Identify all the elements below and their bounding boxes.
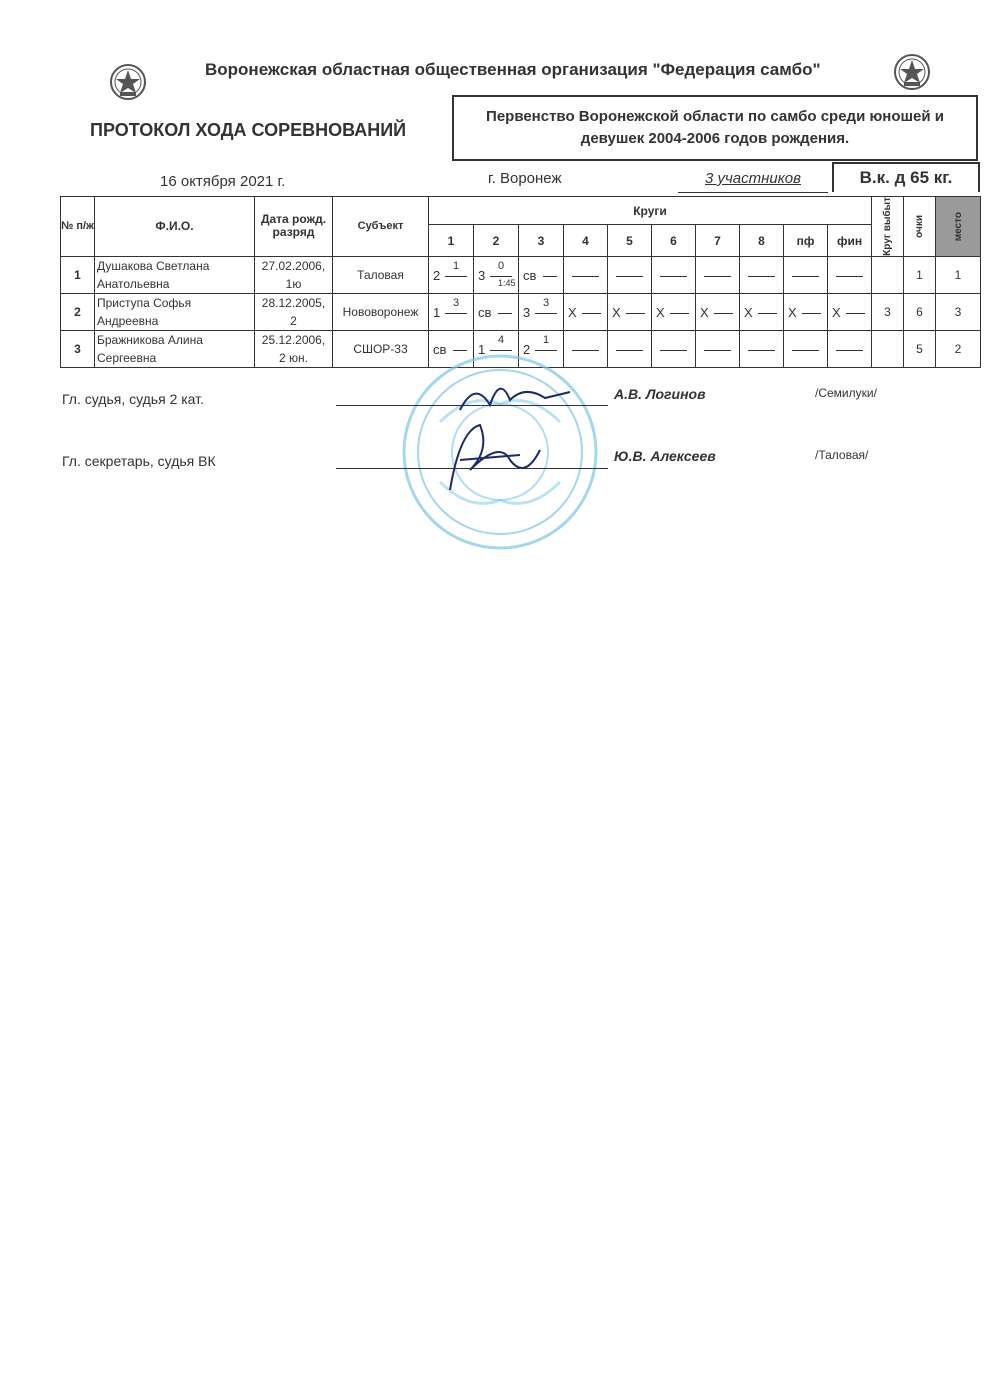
row-num: 3 [61,330,95,367]
secretary-name: Ю.В. Алексеев [614,448,716,464]
row-num: 2 [61,293,95,330]
table-row [61,293,981,330]
competition-date: 16 октября 2021 г. [160,173,286,190]
round-number: 2 [474,225,519,256]
rounds-header: Круги [429,197,872,225]
star-emblem-icon [892,52,932,92]
round-cell [740,330,784,367]
out-round [872,256,904,293]
round-number: 6 [652,225,696,256]
round-number: 4 [564,225,608,256]
round-cell [828,330,872,367]
round-cell: Х [608,293,652,330]
round-cell [652,256,696,293]
star-emblem-icon [108,62,148,102]
athlete-name: Приступа Софья Андреевна [95,293,255,330]
place: 1 [936,256,981,293]
place: 3 [936,293,981,330]
round-cell: Х [740,293,784,330]
subject: СШОР-33 [333,330,429,367]
fio-header: Ф.И.О. [95,197,255,257]
round-cell: 1 4 [474,330,519,367]
subject-header: Субъект [333,197,429,257]
subject: Нововоронеж [333,293,429,330]
round-number: фин [828,225,872,256]
out-round [872,330,904,367]
participants-count: 3 участников [678,166,828,193]
points: 5 [904,330,936,367]
round-cell: 3 3 [519,293,564,330]
round-cell: св [519,256,564,293]
round-cell [828,256,872,293]
round-cell: 1 3 [429,293,474,330]
round-number: 3 [519,225,564,256]
round-cell: Х [784,293,828,330]
judge-city: /Семилуки/ [815,386,877,400]
round-cell: Х [828,293,872,330]
protocol-title: ПРОТОКОЛ ХОДА СОРЕВНОВАНИЙ [90,120,407,140]
birth-date-rank: 25.12.2006, 2 юн. [255,330,333,367]
round-cell [564,256,608,293]
subject: Таловая [333,256,429,293]
points: 6 [904,293,936,330]
round-cell: Х [652,293,696,330]
birth-date-rank: 27.02.2006, 1ю [255,256,333,293]
out-round: 3 [872,293,904,330]
points: 1 [904,256,936,293]
round-number: 7 [696,225,740,256]
judge-name: А.В. Логинов [614,386,706,402]
round-cell: 2 1 [429,256,474,293]
secretary-label: Гл. секретарь, судья ВК [62,453,216,469]
points-header: очки [904,197,936,257]
round-cell [784,330,828,367]
row-num: 1 [61,256,95,293]
round-cell: св [429,330,474,367]
athlete-name: Бражникова Алина Сергеевна [95,330,255,367]
weight-category: В.к. д 65 кг. [832,162,980,192]
results-table [60,196,981,368]
round-number: 5 [608,225,652,256]
round-number: 8 [740,225,784,256]
round-number: 1 [429,225,474,256]
round-cell: св [474,293,519,330]
round-cell [740,256,784,293]
birth-date-rank: 28.12.2005, 2 [255,293,333,330]
judge-signature-line [336,405,608,406]
round-cell [784,256,828,293]
num-header: № п/ж [61,197,95,257]
secretary-city: /Таловая/ [815,448,869,462]
round-cell: Х [696,293,740,330]
table-row [61,256,981,293]
round-cell: 2 1 [519,330,564,367]
place: 2 [936,330,981,367]
table-header-row [61,197,981,225]
round-cell [652,330,696,367]
competition-city: г. Воронеж [488,170,562,187]
organization-title: Воронежская областная общественная организация "Федерация самбо" [205,60,821,79]
round-cell [608,330,652,367]
round-cell: 3 0 1:45 [474,256,519,293]
round-number: пф [784,225,828,256]
place-header: место [936,197,981,257]
dob-header: Дата рожд. разряд [255,197,333,257]
round-cell [696,256,740,293]
athlete-name: Душакова Светлана Анатольевна [95,256,255,293]
round-cell [696,330,740,367]
round-cell: Х [564,293,608,330]
judge-label: Гл. судья, судья 2 кат. [62,391,204,407]
out-round-header: Круг выбыт [872,197,904,257]
secretary-signature-line [336,468,608,469]
event-title: Первенство Воронежской области по самбо среди юношей и девушек 2004-2006 годов рождения. [452,95,978,161]
secretary-signature-icon [430,410,550,500]
round-cell [608,256,652,293]
